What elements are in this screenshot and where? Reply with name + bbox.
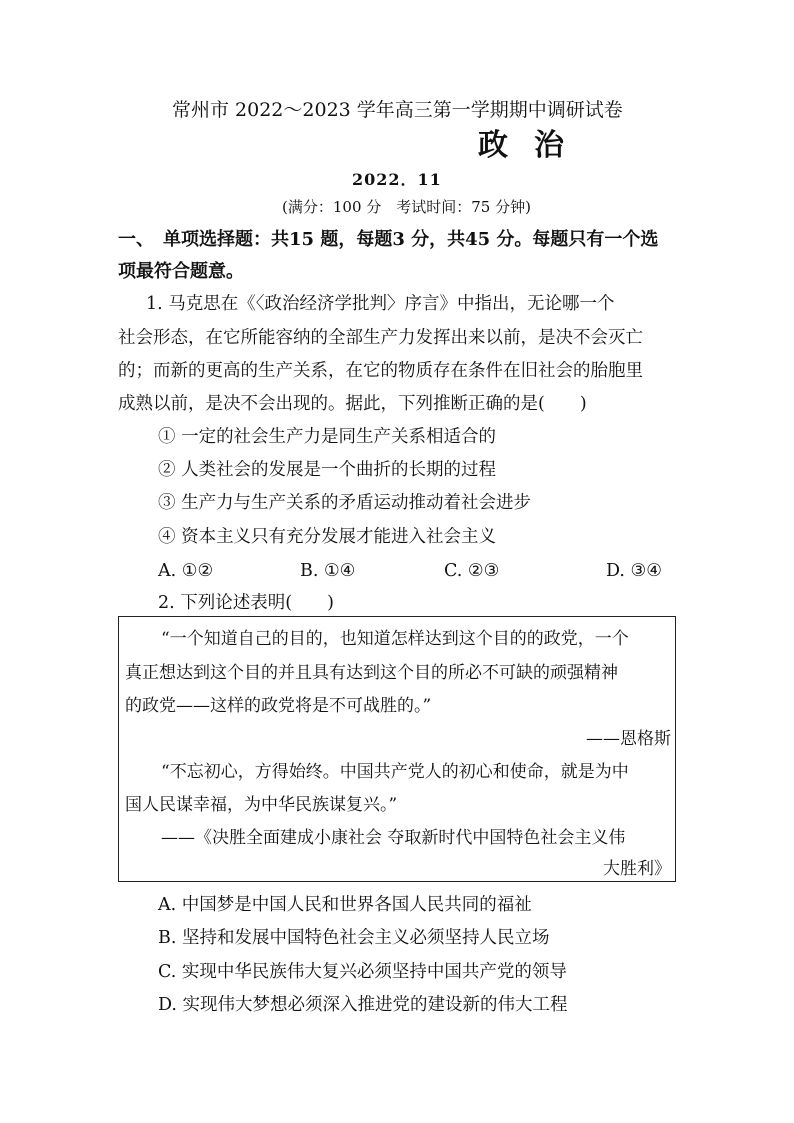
q1-item-1: ① 一定的社会生产力是同生产关系相适合的 xyxy=(158,427,497,447)
q1-item-2: ② 人类社会的发展是一个曲折的长期的过程 xyxy=(158,460,497,480)
quote-line-5: 国人民谋幸福，为中华民族谋复兴。” xyxy=(125,795,398,815)
q2-quote-box xyxy=(118,616,676,882)
quote-line-3: 的政党——这样的政党将是不可战胜的。” xyxy=(125,696,432,716)
q2-choice-a[interactable]: A. 中国梦是中国人民和世界各国人民共同的福祉 xyxy=(158,895,532,915)
section-heading-line2: 项最符合题意。 xyxy=(118,261,244,282)
quote-line-2: 真正想达到这个目的并且具有达到这个目的所必不可缺的顽强精神 xyxy=(125,663,618,683)
q2-choice-c[interactable]: C. 实现中华民族伟大复兴必须坚持中国共产党的领导 xyxy=(158,962,567,982)
quote-attribution-2a: ——《决胜全面建成小康社会 夺取新时代中国特色社会主义伟 xyxy=(161,828,626,848)
quote-line-1: “一个知道自己的目的，也知道怎样达到这个目的的政党，一个 xyxy=(161,629,629,649)
quote-attribution-2b: 大胜利》 xyxy=(603,859,671,879)
q2-choice-d[interactable]: D. 实现伟大梦想必须深入推进党的建设新的伟大工程 xyxy=(158,995,568,1015)
q1-choice-a[interactable]: A. ①② xyxy=(158,561,214,581)
q1-choice-b[interactable]: B. ①④ xyxy=(300,561,356,581)
q1-stem-line3: 的；而新的更高的生产关系，在它的物质存在条件在旧社会的胎胞里 xyxy=(118,361,643,381)
exam-meta: (满分：100 分 考试时间：75 分钟) xyxy=(282,198,531,216)
quote-attribution-1: ——恩格斯 xyxy=(586,729,671,749)
q1-stem-line1: 1. 马克思在《〈政治经济学批判〉序言》中指出，无论哪一个 xyxy=(146,294,615,314)
q2-choice-b[interactable]: B. 坚持和发展中国特色社会主义必须坚持人民立场 xyxy=(158,928,550,948)
section-heading-line1: 一、 单项选择题：共15 题，每题3 分，共45 分。每题只有一个选 xyxy=(118,229,659,250)
q1-item-4: ④ 资本主义只有充分发展才能进入社会主义 xyxy=(158,527,497,547)
q1-stem-line2: 社会形态，在它所能容纳的全部生产力发挥出来以前，是决不会灭亡 xyxy=(118,328,643,348)
q1-stem-line4: 成熟以前，是决不会出现的。据此，下列推断正确的是( ) xyxy=(118,394,587,414)
subject-title: 政治 xyxy=(478,128,590,163)
q1-choice-d[interactable]: D. ③④ xyxy=(606,561,662,581)
q1-choice-c[interactable]: C. ②③ xyxy=(444,561,500,581)
quote-line-4: “不忘初心，方得始终。中国共产党人的初心和使命，就是为中 xyxy=(161,762,629,782)
exam-date: 2022．11 xyxy=(352,170,442,189)
exam-title: 常州市 2022～2023 学年高三第一学期期中调研试卷 xyxy=(172,99,623,121)
q1-item-3: ③ 生产力与生产关系的矛盾运动推动着社会进步 xyxy=(158,493,532,513)
q2-stem: 2. 下列论述表明( ) xyxy=(158,593,334,613)
